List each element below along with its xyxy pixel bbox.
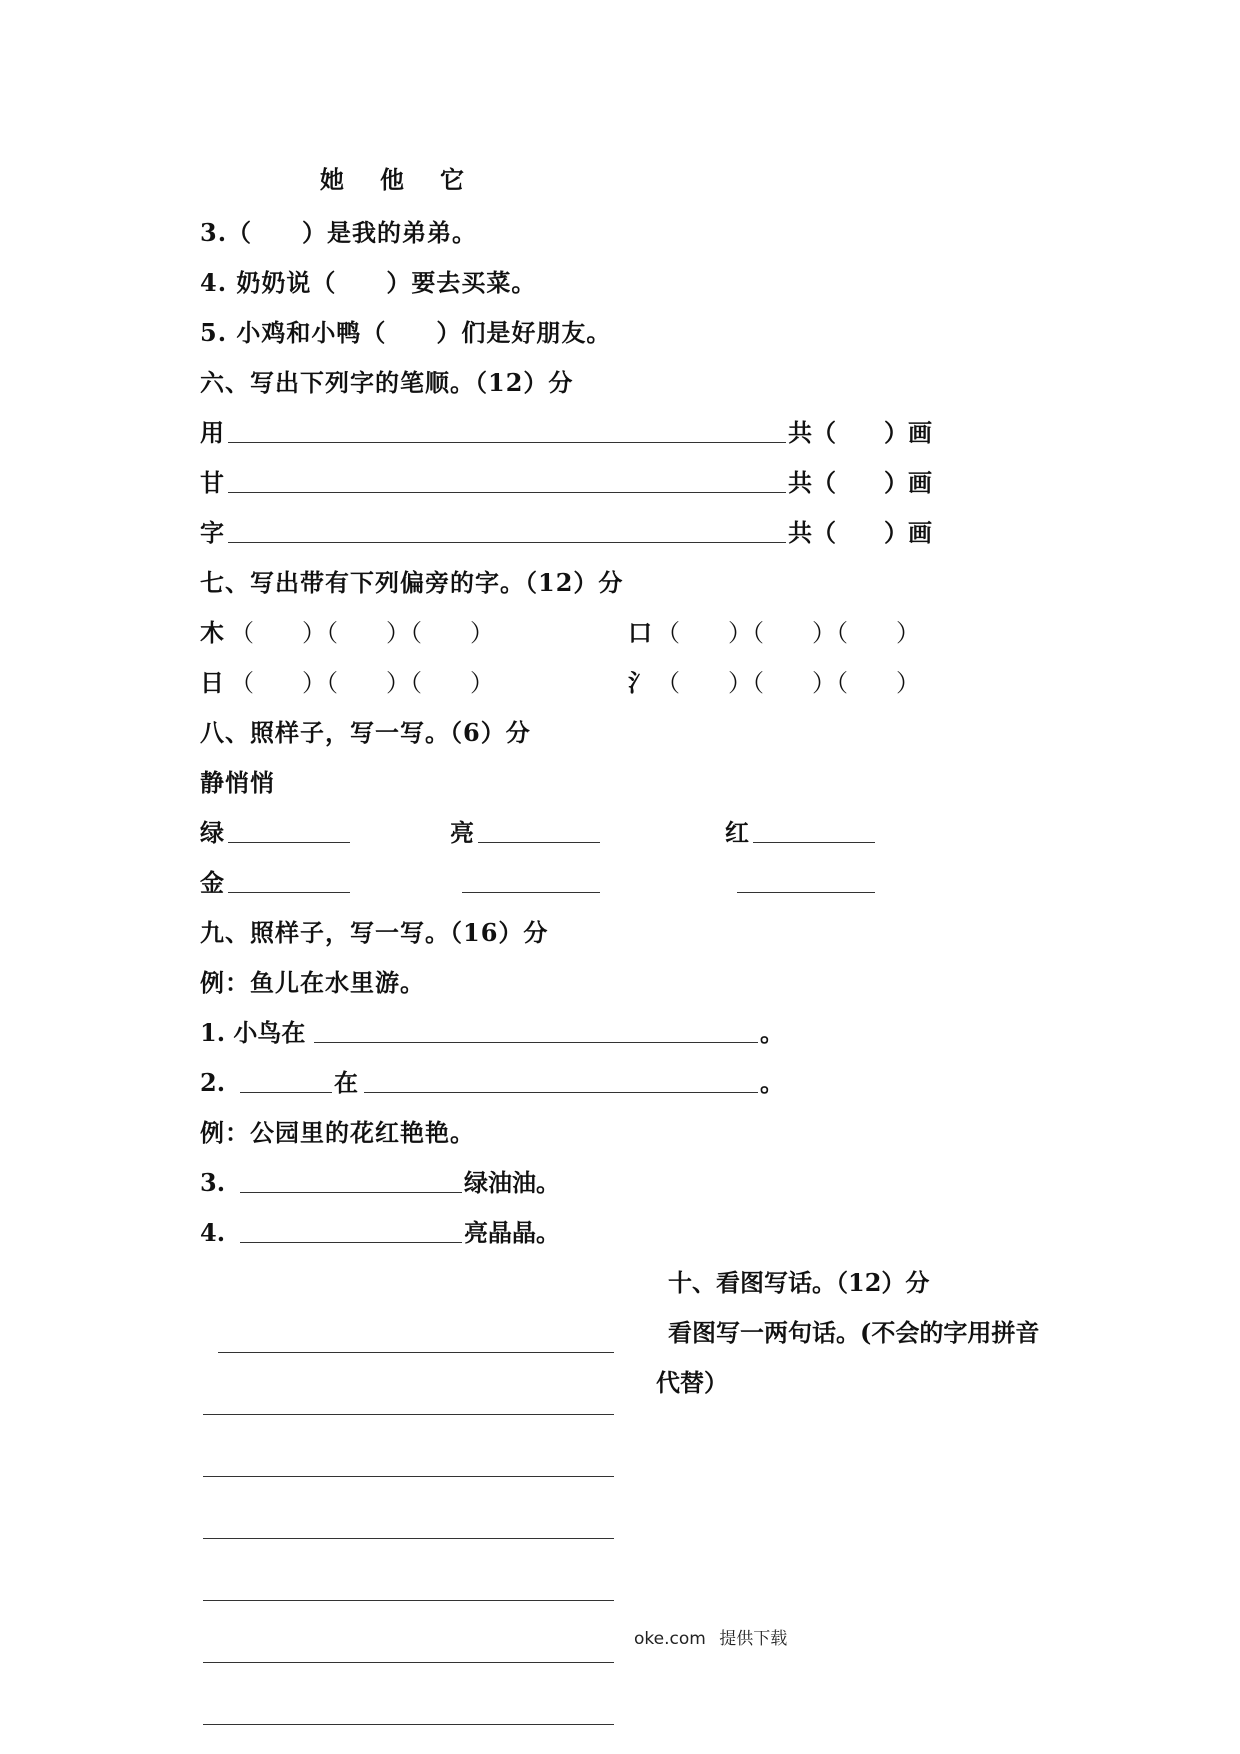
footer-watermark [634,1624,787,1649]
answer-slots[interactable]: （ ）（ ）（ ） [230,619,494,647]
pronoun-options: 她 他 它 [320,165,470,194]
period: 。 [760,1018,784,1047]
question-item: 3.（ ）是我的弟弟。 [200,218,478,247]
radical: 日 [200,668,224,697]
answer-line[interactable] [240,1192,462,1193]
radical: 木 [200,618,224,647]
answer-line[interactable] [228,842,350,843]
writing-line[interactable] [203,1414,614,1415]
sentence-prompt: 3. [200,1168,226,1197]
writing-line[interactable] [218,1352,614,1353]
word-prompt: 绿 [200,818,224,847]
sentence-prompt: 在 [334,1068,358,1097]
example-sentence: 例：鱼儿在水里游。 [200,968,425,997]
sentence-prompt: 4. [200,1218,226,1247]
stroke-order-char: 用 [200,418,224,447]
sentence-suffix: 亮晶晶。 [464,1218,560,1247]
example-word: 静悄悄 [200,768,275,797]
sentence-prompt: 2. [200,1068,226,1097]
answer-line[interactable] [228,892,350,893]
writing-line[interactable] [203,1662,614,1663]
example-sentence: 例：公园里的花红艳艳。 [200,1118,475,1147]
instruction-text: 看图写一两句话。(不会的字用拼音 [668,1318,1040,1347]
question-item: 4. 奶奶说（ ）要去买菜。 [200,268,537,297]
word-prompt: 亮 [450,818,474,847]
answer-line[interactable] [228,492,786,493]
stroke-order-char: 甘 [200,468,224,497]
answer-line[interactable] [753,842,875,843]
writing-line[interactable] [203,1724,614,1725]
radical: 口 [628,618,652,647]
answer-slots[interactable]: （ ）（ ）（ ） [656,619,920,647]
answer-line[interactable] [228,542,786,543]
sentence-prompt: 1. 小鸟在 [200,1018,306,1047]
site-fragment: oke.com [634,1629,706,1649]
section-heading: 八、照样子，写一写。（6）分 [200,718,531,747]
writing-line[interactable] [203,1600,614,1601]
answer-line[interactable] [478,842,600,843]
stroke-order-char: 字 [200,518,224,547]
answer-slots[interactable]: （ ）（ ）（ ） [656,669,920,697]
stroke-count-label: 共（ ）画 [788,418,932,447]
answer-line[interactable] [240,1242,462,1243]
section-heading: 九、照样子，写一写。（16）分 [200,918,549,947]
section-heading: 七、写出带有下列偏旁的字。（12）分 [200,568,624,597]
instruction-text: 代替） [656,1368,728,1397]
answer-line[interactable] [364,1092,758,1093]
question-item: 5. 小鸡和小鸭（ ）们是好朋友。 [200,318,612,347]
sentence-suffix: 绿油油。 [464,1168,560,1197]
answer-line[interactable] [462,892,600,893]
stroke-count-label: 共（ ）画 [788,518,932,547]
section-heading: 十、看图写话。（12）分 [668,1268,930,1297]
word-prompt: 金 [200,868,224,897]
stroke-count-label: 共（ ）画 [788,468,932,497]
word-prompt: 红 [725,818,749,847]
download-text: 提供下载 [719,1629,788,1649]
answer-slots[interactable]: （ ）（ ）（ ） [230,669,494,697]
answer-line[interactable] [240,1092,332,1093]
answer-line[interactable] [314,1042,758,1043]
answer-line[interactable] [737,892,875,893]
writing-line[interactable] [203,1538,614,1539]
period: 。 [760,1068,784,1097]
writing-line[interactable] [203,1476,614,1477]
section-heading: 六、写出下列字的笔顺。（12）分 [200,368,574,397]
radical: 氵 [628,668,652,697]
answer-line[interactable] [228,442,786,443]
